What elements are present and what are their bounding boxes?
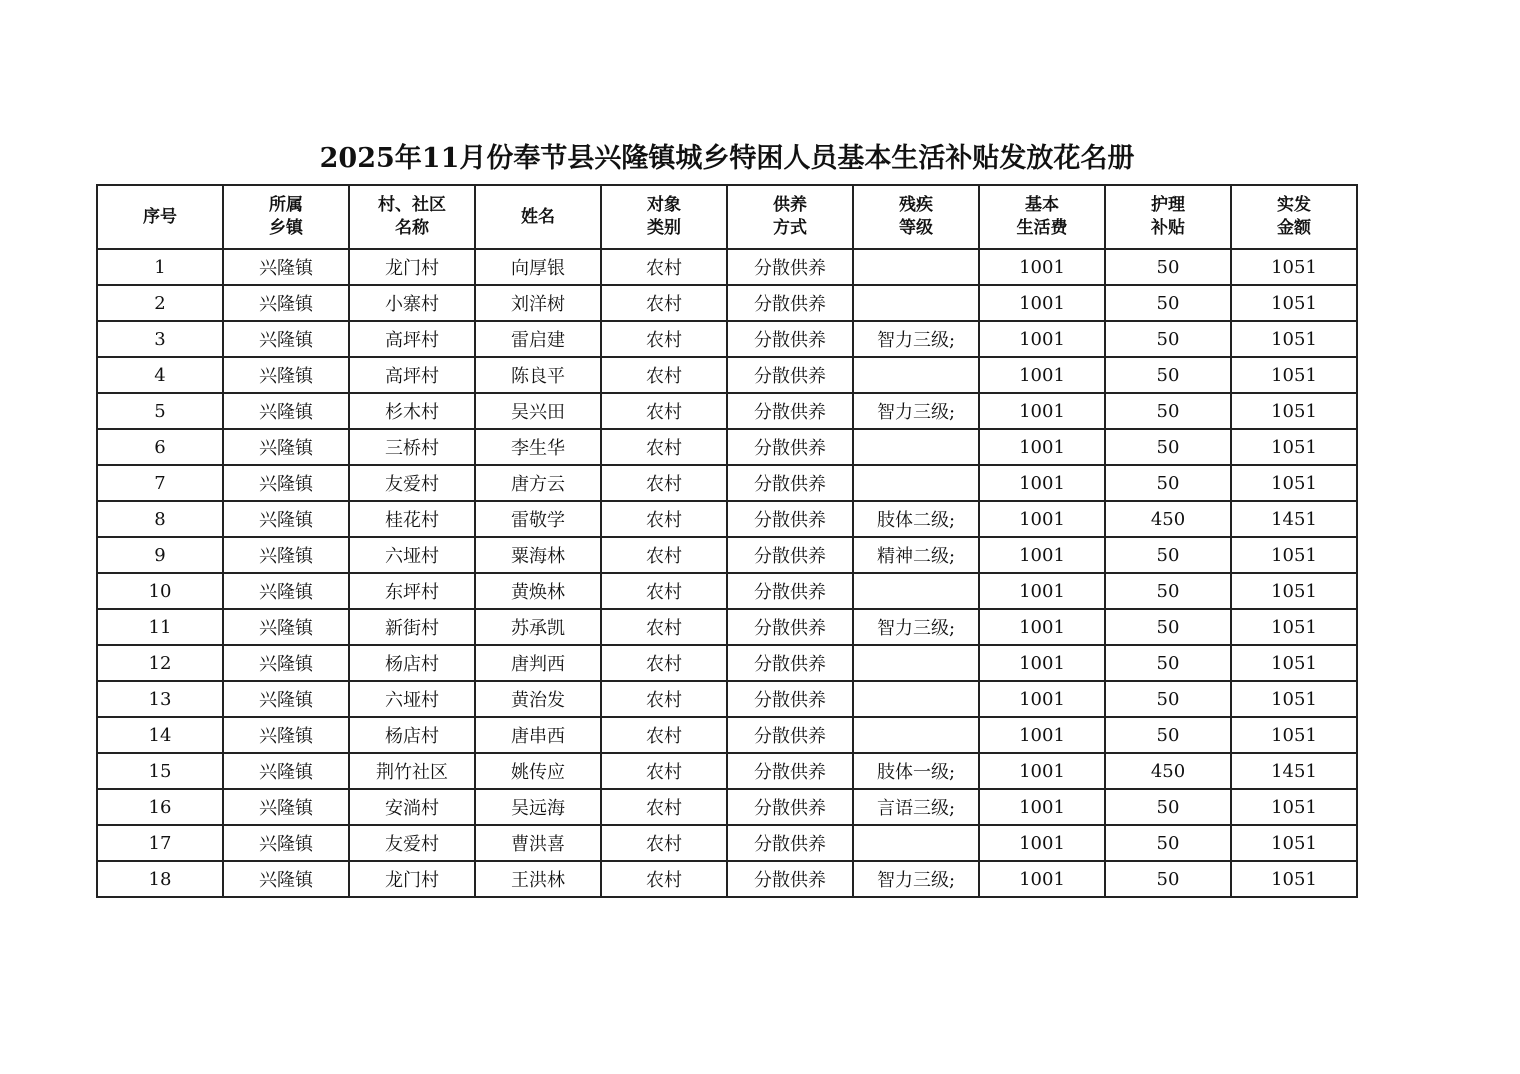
cell-support: 分散供养 <box>727 501 853 537</box>
cell-basic: 1001 <box>979 573 1105 609</box>
cell-name: 姚传应 <box>475 753 601 789</box>
cell-category: 农村 <box>601 465 727 501</box>
cell-support: 分散供养 <box>727 321 853 357</box>
cell-category: 农村 <box>601 429 727 465</box>
table-body <box>97 249 1357 897</box>
cell-town: 兴隆镇 <box>223 501 349 537</box>
cell-care: 50 <box>1105 249 1231 285</box>
cell-town: 兴隆镇 <box>223 465 349 501</box>
cell-town: 兴隆镇 <box>223 429 349 465</box>
cell-name: 雷敬学 <box>475 501 601 537</box>
cell-seq: 8 <box>97 501 223 537</box>
column-header-line: 方式 <box>773 218 807 238</box>
cell-disability: 肢体一级; <box>853 753 979 789</box>
cell-support: 分散供养 <box>727 393 853 429</box>
cell-name: 向厚银 <box>475 249 601 285</box>
cell-care: 50 <box>1105 393 1231 429</box>
cell-total: 1051 <box>1231 393 1357 429</box>
cell-village: 高坪村 <box>349 357 475 393</box>
cell-care: 50 <box>1105 285 1231 321</box>
table-row <box>97 465 1357 501</box>
roster-table <box>96 184 1358 898</box>
cell-name: 吴远海 <box>475 789 601 825</box>
cell-disability <box>853 465 979 501</box>
column-header-line: 序号 <box>143 206 177 227</box>
cell-care: 50 <box>1105 609 1231 645</box>
cell-disability: 智力三级; <box>853 609 979 645</box>
cell-village: 新街村 <box>349 609 475 645</box>
cell-name: 雷启建 <box>475 321 601 357</box>
column-header-line: 村、社区 <box>378 195 446 215</box>
cell-seq: 2 <box>97 285 223 321</box>
column-header-village <box>349 185 475 249</box>
cell-disability <box>853 357 979 393</box>
cell-support: 分散供养 <box>727 681 853 717</box>
cell-care: 50 <box>1105 681 1231 717</box>
cell-total: 1051 <box>1231 465 1357 501</box>
cell-total: 1051 <box>1231 645 1357 681</box>
cell-disability <box>853 681 979 717</box>
cell-total: 1051 <box>1231 537 1357 573</box>
cell-support: 分散供养 <box>727 789 853 825</box>
cell-basic: 1001 <box>979 825 1105 861</box>
table-row <box>97 321 1357 357</box>
cell-basic: 1001 <box>979 465 1105 501</box>
cell-town: 兴隆镇 <box>223 753 349 789</box>
table-row <box>97 501 1357 537</box>
cell-village: 桂花村 <box>349 501 475 537</box>
cell-town: 兴隆镇 <box>223 789 349 825</box>
cell-care: 50 <box>1105 357 1231 393</box>
column-header-line: 所属 <box>269 195 303 215</box>
cell-basic: 1001 <box>979 861 1105 897</box>
cell-disability <box>853 573 979 609</box>
cell-support: 分散供养 <box>727 537 853 573</box>
cell-disability: 智力三级; <box>853 393 979 429</box>
cell-village: 六垭村 <box>349 681 475 717</box>
column-header-line: 姓名 <box>521 206 555 227</box>
table-row <box>97 357 1357 393</box>
table-row <box>97 537 1357 573</box>
cell-total: 1051 <box>1231 861 1357 897</box>
cell-support: 分散供养 <box>727 609 853 645</box>
cell-village: 东坪村 <box>349 573 475 609</box>
cell-village: 杉木村 <box>349 393 475 429</box>
cell-name: 刘洋树 <box>475 285 601 321</box>
cell-support: 分散供养 <box>727 249 853 285</box>
cell-total: 1051 <box>1231 789 1357 825</box>
cell-disability <box>853 249 979 285</box>
cell-basic: 1001 <box>979 285 1105 321</box>
cell-town: 兴隆镇 <box>223 645 349 681</box>
cell-seq: 4 <box>97 357 223 393</box>
cell-village: 六垭村 <box>349 537 475 573</box>
cell-seq: 13 <box>97 681 223 717</box>
cell-total: 1051 <box>1231 717 1357 753</box>
cell-village: 杨店村 <box>349 717 475 753</box>
table-row <box>97 573 1357 609</box>
column-header-total <box>1231 185 1357 249</box>
cell-category: 农村 <box>601 609 727 645</box>
cell-total: 1051 <box>1231 285 1357 321</box>
cell-basic: 1001 <box>979 753 1105 789</box>
cell-name: 王洪林 <box>475 861 601 897</box>
cell-disability <box>853 717 979 753</box>
column-header-line: 名称 <box>395 218 429 238</box>
cell-town: 兴隆镇 <box>223 825 349 861</box>
cell-name: 曹洪喜 <box>475 825 601 861</box>
cell-total: 1051 <box>1231 825 1357 861</box>
column-header-line: 金额 <box>1277 218 1311 238</box>
cell-seq: 17 <box>97 825 223 861</box>
column-header-line: 类别 <box>647 218 681 238</box>
column-header-line: 对象 <box>647 195 681 215</box>
table-row <box>97 825 1357 861</box>
column-header-category <box>601 185 727 249</box>
cell-category: 农村 <box>601 285 727 321</box>
cell-care: 50 <box>1105 573 1231 609</box>
cell-total: 1051 <box>1231 609 1357 645</box>
cell-seq: 7 <box>97 465 223 501</box>
cell-town: 兴隆镇 <box>223 393 349 429</box>
table-row <box>97 609 1357 645</box>
cell-seq: 14 <box>97 717 223 753</box>
cell-care: 50 <box>1105 429 1231 465</box>
column-header-line: 护理 <box>1151 195 1185 215</box>
cell-basic: 1001 <box>979 789 1105 825</box>
cell-care: 50 <box>1105 717 1231 753</box>
table-row <box>97 645 1357 681</box>
column-header-support <box>727 185 853 249</box>
cell-seq: 12 <box>97 645 223 681</box>
cell-care: 50 <box>1105 537 1231 573</box>
cell-name: 陈良平 <box>475 357 601 393</box>
cell-category: 农村 <box>601 393 727 429</box>
cell-name: 粟海林 <box>475 537 601 573</box>
page-title: 2025年11月份奉节县兴隆镇城乡特困人员基本生活补贴发放花名册 <box>319 143 1135 174</box>
table-row <box>97 789 1357 825</box>
cell-disability <box>853 429 979 465</box>
cell-support: 分散供养 <box>727 429 853 465</box>
table-row <box>97 753 1357 789</box>
cell-disability: 言语三级; <box>853 789 979 825</box>
cell-seq: 6 <box>97 429 223 465</box>
cell-village: 安淌村 <box>349 789 475 825</box>
cell-support: 分散供养 <box>727 753 853 789</box>
column-header-care <box>1105 185 1231 249</box>
cell-support: 分散供养 <box>727 465 853 501</box>
cell-basic: 1001 <box>979 501 1105 537</box>
cell-seq: 11 <box>97 609 223 645</box>
cell-category: 农村 <box>601 645 727 681</box>
cell-category: 农村 <box>601 573 727 609</box>
column-header-line: 生活费 <box>1016 218 1068 238</box>
cell-town: 兴隆镇 <box>223 357 349 393</box>
cell-seq: 3 <box>97 321 223 357</box>
cell-total: 1051 <box>1231 429 1357 465</box>
cell-name: 唐方云 <box>475 465 601 501</box>
cell-seq: 15 <box>97 753 223 789</box>
column-header-seq <box>97 185 223 249</box>
cell-village: 友爱村 <box>349 465 475 501</box>
cell-village: 杨店村 <box>349 645 475 681</box>
cell-basic: 1001 <box>979 717 1105 753</box>
cell-total: 1451 <box>1231 501 1357 537</box>
cell-care: 50 <box>1105 321 1231 357</box>
cell-town: 兴隆镇 <box>223 717 349 753</box>
column-header-name <box>475 185 601 249</box>
cell-total: 1051 <box>1231 321 1357 357</box>
cell-name: 李生华 <box>475 429 601 465</box>
cell-support: 分散供养 <box>727 573 853 609</box>
table-row <box>97 861 1357 897</box>
cell-support: 分散供养 <box>727 825 853 861</box>
column-header-line: 乡镇 <box>269 218 303 238</box>
cell-town: 兴隆镇 <box>223 861 349 897</box>
cell-category: 农村 <box>601 681 727 717</box>
cell-basic: 1001 <box>979 429 1105 465</box>
cell-total: 1051 <box>1231 249 1357 285</box>
cell-town: 兴隆镇 <box>223 537 349 573</box>
column-header-basic <box>979 185 1105 249</box>
column-header-line: 实发 <box>1277 195 1311 215</box>
cell-seq: 18 <box>97 861 223 897</box>
cell-town: 兴隆镇 <box>223 285 349 321</box>
cell-name: 吴兴田 <box>475 393 601 429</box>
cell-village: 高坪村 <box>349 321 475 357</box>
table-row <box>97 249 1357 285</box>
cell-support: 分散供养 <box>727 717 853 753</box>
cell-village: 友爱村 <box>349 825 475 861</box>
cell-basic: 1001 <box>979 357 1105 393</box>
header-row <box>97 185 1357 249</box>
table-row <box>97 429 1357 465</box>
column-header-line: 残疾 <box>899 195 933 215</box>
cell-seq: 16 <box>97 789 223 825</box>
cell-disability: 智力三级; <box>853 321 979 357</box>
column-header-line: 补贴 <box>1151 218 1185 238</box>
cell-total: 1051 <box>1231 681 1357 717</box>
cell-town: 兴隆镇 <box>223 681 349 717</box>
cell-name: 唐串西 <box>475 717 601 753</box>
cell-seq: 10 <box>97 573 223 609</box>
cell-village: 荆竹社区 <box>349 753 475 789</box>
cell-category: 农村 <box>601 789 727 825</box>
cell-village: 三桥村 <box>349 429 475 465</box>
cell-category: 农村 <box>601 537 727 573</box>
cell-support: 分散供养 <box>727 285 853 321</box>
cell-name: 黄焕林 <box>475 573 601 609</box>
cell-support: 分散供养 <box>727 861 853 897</box>
cell-name: 唐判西 <box>475 645 601 681</box>
cell-basic: 1001 <box>979 609 1105 645</box>
cell-seq: 9 <box>97 537 223 573</box>
cell-disability <box>853 645 979 681</box>
cell-category: 农村 <box>601 501 727 537</box>
cell-care: 50 <box>1105 645 1231 681</box>
column-header-town <box>223 185 349 249</box>
column-header-disability <box>853 185 979 249</box>
cell-care: 50 <box>1105 465 1231 501</box>
cell-total: 1451 <box>1231 753 1357 789</box>
table-header <box>97 185 1357 249</box>
cell-support: 分散供养 <box>727 357 853 393</box>
cell-disability: 肢体二级; <box>853 501 979 537</box>
cell-care: 50 <box>1105 789 1231 825</box>
cell-care: 50 <box>1105 861 1231 897</box>
cell-town: 兴隆镇 <box>223 609 349 645</box>
cell-disability <box>853 285 979 321</box>
cell-disability: 智力三级; <box>853 861 979 897</box>
cell-category: 农村 <box>601 357 727 393</box>
table-row <box>97 681 1357 717</box>
cell-seq: 1 <box>97 249 223 285</box>
cell-care: 450 <box>1105 501 1231 537</box>
cell-town: 兴隆镇 <box>223 573 349 609</box>
cell-basic: 1001 <box>979 537 1105 573</box>
cell-town: 兴隆镇 <box>223 321 349 357</box>
cell-category: 农村 <box>601 717 727 753</box>
cell-disability <box>853 825 979 861</box>
cell-basic: 1001 <box>979 681 1105 717</box>
cell-care: 50 <box>1105 825 1231 861</box>
cell-name: 黄治发 <box>475 681 601 717</box>
cell-seq: 5 <box>97 393 223 429</box>
cell-disability: 精神二级; <box>853 537 979 573</box>
cell-care: 450 <box>1105 753 1231 789</box>
cell-town: 兴隆镇 <box>223 249 349 285</box>
cell-total: 1051 <box>1231 573 1357 609</box>
table-row <box>97 393 1357 429</box>
cell-name: 苏承凯 <box>475 609 601 645</box>
cell-total: 1051 <box>1231 357 1357 393</box>
cell-category: 农村 <box>601 753 727 789</box>
cell-category: 农村 <box>601 321 727 357</box>
cell-basic: 1001 <box>979 645 1105 681</box>
cell-village: 龙门村 <box>349 861 475 897</box>
cell-category: 农村 <box>601 861 727 897</box>
cell-basic: 1001 <box>979 393 1105 429</box>
column-header-line: 基本 <box>1025 195 1059 215</box>
table-row <box>97 285 1357 321</box>
cell-category: 农村 <box>601 825 727 861</box>
cell-basic: 1001 <box>979 249 1105 285</box>
cell-category: 农村 <box>601 249 727 285</box>
cell-basic: 1001 <box>979 321 1105 357</box>
column-header-line: 等级 <box>899 218 933 238</box>
table-row <box>97 717 1357 753</box>
cell-support: 分散供养 <box>727 645 853 681</box>
cell-village: 小寨村 <box>349 285 475 321</box>
column-header-line: 供养 <box>773 195 807 215</box>
cell-village: 龙门村 <box>349 249 475 285</box>
